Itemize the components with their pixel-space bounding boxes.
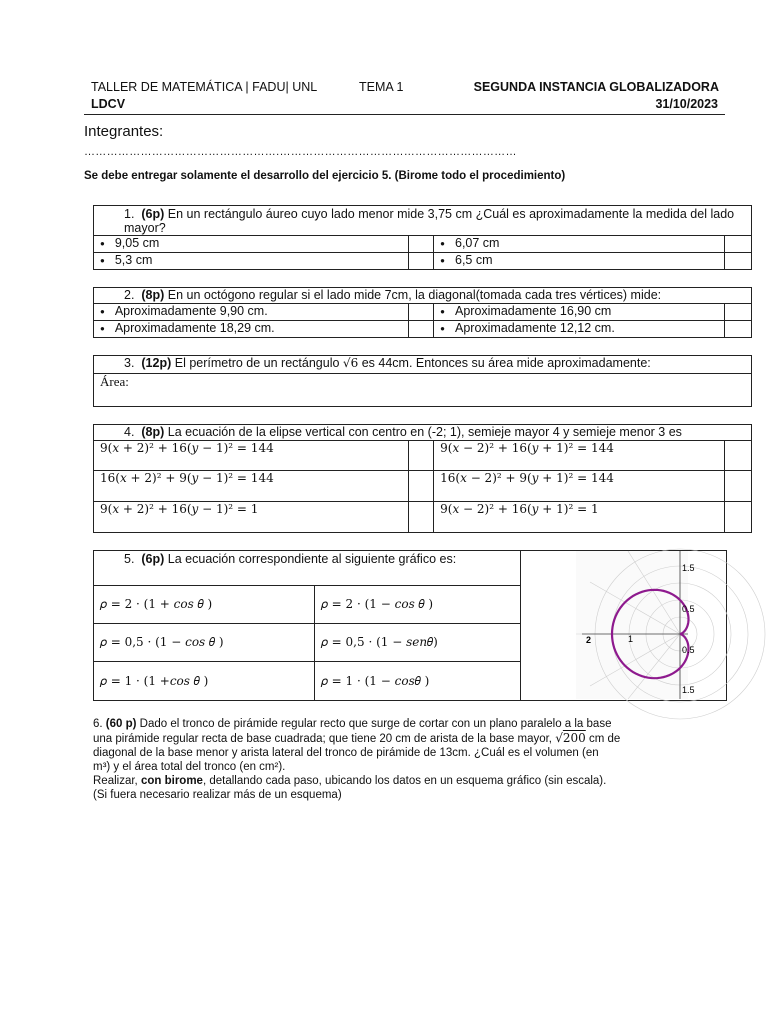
answer-box[interactable]	[724, 441, 751, 471]
option-cell	[434, 304, 724, 321]
members-dots: …………………………………………….………………………………………………………	[84, 146, 517, 158]
question-1-header	[94, 206, 752, 236]
question-text: El perímetro de un rectángulo	[174, 356, 340, 370]
header-divider	[84, 114, 725, 115]
question-text: La ecuación de la elipse vertical con centro en (-2; 1), semieje mayor 4 y semieje menor 3 es	[167, 425, 682, 439]
question-text: Realizar,	[93, 775, 138, 787]
option-cell: 9(𝑥 + 2)² + 16(𝑦 − 1)² = 1	[94, 502, 409, 533]
question-2-header	[94, 288, 752, 304]
tick-label: 1.5	[682, 685, 695, 695]
question-5-header	[94, 551, 521, 586]
answer-box[interactable]	[408, 471, 433, 502]
career-label: LDCV	[91, 97, 126, 111]
option-cell: 9(𝑥 − 2)² + 16(𝑦 + 1)² = 1	[434, 502, 724, 533]
tick-label: 2	[586, 635, 592, 645]
option-label: Aproximadamente 12,12 cm.	[455, 321, 615, 335]
radicand: 200	[562, 731, 586, 745]
question-6-line: m³) y el área total del tronco (en cm²).	[93, 761, 286, 773]
question-points: (12p)	[141, 356, 172, 370]
option-cell	[94, 253, 409, 270]
option-cell	[434, 253, 724, 270]
question-number: 5.	[124, 552, 135, 566]
tick-label: 0.5	[682, 645, 695, 655]
exam-title: SEGUNDA INSTANCIA GLOBALIZADORA	[473, 80, 719, 94]
answer-box[interactable]	[408, 236, 433, 253]
emphasis: con birome	[140, 775, 203, 787]
area-answer-field[interactable]	[94, 374, 752, 407]
option-cell[interactable]: 𝜌 = 1 · (1 +𝑐𝑜𝑠 𝜃 )	[94, 662, 315, 701]
question-text: Dado el tronco de pirámide regular recto que surge de cortar con un plano paralelo a la base	[139, 718, 612, 730]
question-points: (6p)	[141, 207, 165, 221]
area-label: Área:	[100, 374, 129, 389]
question-text: La ecuación correspondiente al siguiente gráfico es:	[167, 552, 457, 566]
option-cell	[94, 236, 409, 253]
option-label: Aproximadamente 18,29 cm.	[114, 321, 275, 335]
question-1-table	[93, 205, 752, 270]
question-number: 4.	[124, 425, 135, 439]
tick-label: 1	[628, 634, 634, 644]
option-cell: 9(𝑥 + 2)² + 16(𝑦 − 1)² = 144	[94, 441, 409, 471]
answer-box[interactable]	[408, 321, 433, 338]
answer-box[interactable]	[408, 502, 433, 533]
instruction: Se debe entregar solamente el desarrollo del ejercicio 5. (Birome todo el procedimiento)	[84, 170, 566, 182]
question-number: 3.	[124, 356, 135, 370]
polar-graph	[576, 551, 695, 699]
sqrt-symbol: √200	[555, 731, 586, 745]
radicand: 6	[350, 356, 359, 370]
question-points: (6p)	[141, 552, 165, 566]
exam-date: 31/10/2023	[655, 97, 718, 111]
option-cell[interactable]: 𝜌 = 2 · (1 + 𝑐𝑜𝑠 𝜃 )	[94, 586, 315, 624]
answer-box[interactable]	[724, 304, 751, 321]
topic-label: TEMA 1	[359, 80, 404, 94]
question-6-line	[93, 731, 675, 746]
option-label: Aproximadamente 9,90 cm.	[114, 304, 268, 318]
option-cell	[434, 236, 724, 253]
option-label: 6,5 cm	[455, 253, 493, 267]
answer-box[interactable]	[724, 253, 751, 270]
question-number: 1.	[124, 207, 135, 221]
question-points: (60 p)	[105, 718, 137, 730]
question-text: cm de	[588, 733, 621, 745]
option-label: Aproximadamente 16,90 cm	[455, 304, 612, 318]
option-cell: 16(𝑥 + 2)² + 9(𝑦 − 1)² = 144	[94, 471, 409, 502]
question-4-table	[93, 424, 752, 533]
question-text: En un rectángulo áureo cuyo lado menor mide 3,75 cm ¿Cuál es aproximadamente la medida del lado mayor?	[124, 207, 735, 235]
question-number: 6.	[93, 718, 103, 730]
answer-box[interactable]	[724, 502, 751, 533]
question-6-line: (Si fuera necesario realizar más de un esquema)	[93, 789, 342, 801]
tick-label: 0.5	[682, 604, 695, 614]
members-label: Integrantes:	[84, 123, 164, 140]
question-6-line: diagonal de la base menor y arista lateral del tronco de pirámide de 13cm. ¿Cuál es el volumen (en	[93, 747, 599, 759]
tick-label: 1.5	[682, 563, 695, 573]
answer-box[interactable]	[408, 253, 433, 270]
answer-box[interactable]	[724, 321, 751, 338]
question-number: 2.	[124, 288, 135, 302]
question-text: , detallando cada paso, ubicando los datos en un esquema gráfico (sin escala).	[202, 775, 607, 787]
option-label: 5,3 cm	[114, 253, 153, 267]
option-cell: 16(𝑥 − 2)² + 9(𝑦 + 1)² = 144	[434, 471, 724, 502]
question-2-table	[93, 287, 752, 338]
question-points: (8p)	[141, 425, 165, 439]
answer-box[interactable]	[724, 471, 751, 502]
answer-box[interactable]	[408, 304, 433, 321]
question-6-line	[93, 717, 675, 731]
option-cell[interactable]: 𝜌 = 2 · (1 − 𝑐𝑜𝑠 𝜃 )	[314, 586, 521, 624]
answer-box[interactable]	[724, 236, 751, 253]
answer-box[interactable]	[408, 441, 433, 471]
option-cell: 9(𝑥 − 2)² + 16(𝑦 + 1)² = 144	[434, 441, 724, 471]
option-label: 9,05 cm	[114, 236, 160, 250]
option-cell[interactable]: 𝜌 = 0,5 · (1 − 𝑐𝑜𝑠 𝜃 )	[94, 624, 315, 662]
question-text: En un octógono regular si el lado mide 7cm, la diagonal(tomada cada tres vértices) mide:	[167, 288, 662, 302]
question-3-table	[93, 355, 752, 407]
option-label: 6,07 cm	[455, 236, 500, 250]
question-6-line	[93, 774, 675, 788]
option-cell[interactable]: 𝜌 = 0,5 · (1 − 𝑠𝑒𝑛𝜃)	[314, 624, 521, 662]
question-3-header	[94, 356, 752, 374]
option-cell	[434, 321, 724, 338]
question-text: una pirámide regular recta de base cuadrada; que tiene 20 cm de arista de la base mayor,	[93, 733, 553, 745]
option-cell	[94, 321, 409, 338]
option-cell	[94, 304, 409, 321]
course-title: TALLER DE MATEMÁTICA | FADU| UNL	[91, 80, 318, 94]
question-6	[93, 717, 675, 802]
question-points: (8p)	[141, 288, 165, 302]
question-text: es 44cm. Entonces su área mide aproximadamente:	[361, 356, 651, 370]
sqrt-symbol: √6	[342, 356, 359, 370]
option-cell[interactable]: 𝜌 = 1 · (1 − 𝑐𝑜𝑠𝜃 )	[314, 662, 521, 701]
question-4-header	[94, 425, 752, 441]
